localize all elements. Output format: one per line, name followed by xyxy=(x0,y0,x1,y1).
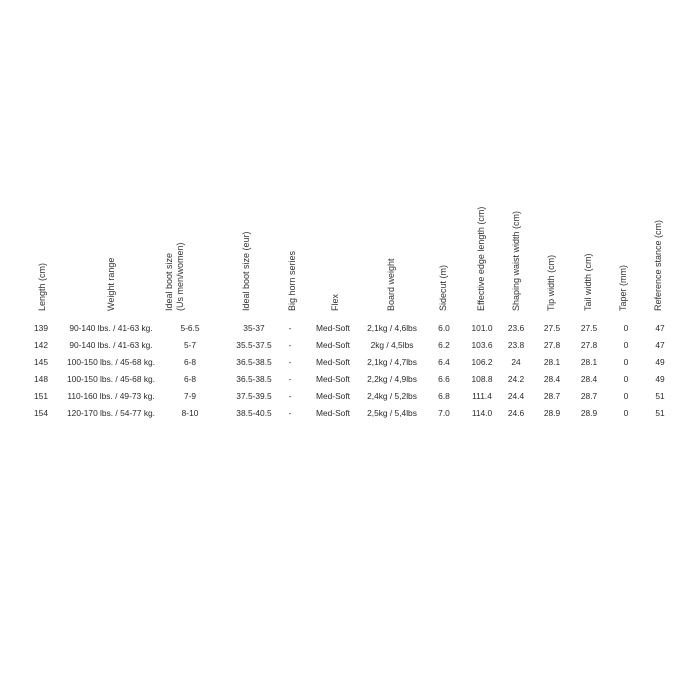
cell-taper: 0 xyxy=(623,374,629,384)
header-effective-edge-line: Effective edge length (cm) xyxy=(476,206,486,311)
cell-waist-width: 24 xyxy=(511,357,521,367)
cell-board-weight: 2,1kg / 4,7lbs xyxy=(367,357,417,367)
cell-effective-edge: 101.0 xyxy=(471,323,493,333)
cell-boot-size-eur: 36.5-38.5 xyxy=(236,357,272,367)
cell-board-weight: 2,4kg / 5,2lbs xyxy=(367,391,417,401)
cell-tip-width: 28.9 xyxy=(543,408,561,418)
cell-weight-range: 120-170 lbs. / 54-77 kg. xyxy=(67,408,155,418)
cell-sidecut: 6.4 xyxy=(438,357,450,367)
header-boot-size-us-line: Ideal boot size xyxy=(164,252,174,311)
cell-flex: Med-Soft xyxy=(316,391,350,401)
cell-reference-stance: 49 xyxy=(655,374,665,384)
header-sidecut-line: Sidecut (m) xyxy=(438,264,448,311)
cell-taper: 0 xyxy=(623,323,629,333)
cell-board-weight: 2kg / 4,5lbs xyxy=(370,340,414,350)
cell-flex: Med-Soft xyxy=(316,357,350,367)
cell-weight-range: 90-140 lbs. / 41-63 kg. xyxy=(69,323,153,333)
cell-boot-size-eur: 38.5-40.5 xyxy=(236,408,272,418)
cell-sidecut: 6.2 xyxy=(438,340,450,350)
cell-boot-size-us: 7-9 xyxy=(183,391,197,401)
cell-boot-size-us: 8-10 xyxy=(181,408,199,418)
cell-sidecut: 6.0 xyxy=(438,323,450,333)
cell-boot-size-eur: 37.5-39.5 xyxy=(236,391,272,401)
cell-length: 145 xyxy=(34,357,48,367)
table-row xyxy=(0,373,700,386)
header-length-line: Length (cm) xyxy=(37,262,47,311)
cell-effective-edge: 103.6 xyxy=(471,340,493,350)
header-weight-range-line: Weight range xyxy=(106,257,116,311)
cell-boot-size-eur: 35-37 xyxy=(243,323,265,333)
cell-tip-width: 28.7 xyxy=(543,391,561,401)
cell-taper: 0 xyxy=(623,408,629,418)
cell-big-horn-series: - xyxy=(288,391,292,401)
header-reference-stance xyxy=(653,220,664,311)
cell-flex: Med-Soft xyxy=(316,340,350,350)
header-taper-line: Taper (mm) xyxy=(618,264,628,311)
header-board-weight xyxy=(386,258,397,311)
cell-weight-range: 100-150 lbs. / 45-68 kg. xyxy=(67,357,155,367)
cell-effective-edge: 111.4 xyxy=(472,391,492,401)
header-boot-size-eur xyxy=(241,231,252,311)
cell-sidecut: 6.8 xyxy=(438,391,450,401)
cell-flex: Med-Soft xyxy=(316,323,350,333)
cell-length: 151 xyxy=(34,391,48,401)
cell-reference-stance: 47 xyxy=(655,323,665,333)
cell-big-horn-series: - xyxy=(288,408,292,418)
cell-tail-width: 27.5 xyxy=(580,323,598,333)
header-taper xyxy=(618,265,629,311)
header-waist-width xyxy=(511,211,522,311)
cell-sidecut: 6.6 xyxy=(438,374,450,384)
cell-waist-width: 24.6 xyxy=(507,408,525,418)
cell-tail-width: 28.1 xyxy=(580,357,598,367)
header-length xyxy=(37,263,48,311)
header-flex xyxy=(330,294,341,311)
cell-waist-width: 23.8 xyxy=(507,340,525,350)
cell-tail-width: 28.7 xyxy=(580,391,598,401)
header-sidecut xyxy=(438,265,449,311)
table-row xyxy=(0,322,700,335)
cell-flex: Med-Soft xyxy=(316,408,350,418)
header-tip-width xyxy=(546,255,557,311)
cell-reference-stance: 49 xyxy=(655,357,665,367)
table-row xyxy=(0,407,700,420)
cell-tip-width: 28.4 xyxy=(543,374,561,384)
header-waist-width-line: Shaping waist width (cm) xyxy=(511,210,521,311)
cell-waist-width: 23.6 xyxy=(507,323,525,333)
header-effective-edge xyxy=(476,207,487,311)
cell-flex: Med-Soft xyxy=(316,374,350,384)
header-big-horn-series xyxy=(287,251,298,311)
cell-big-horn-series: - xyxy=(288,374,292,384)
cell-length: 154 xyxy=(34,408,48,418)
header-weight-range xyxy=(106,258,117,311)
cell-taper: 0 xyxy=(623,391,629,401)
header-board-weight-line: Board weight xyxy=(386,258,396,311)
cell-boot-size-us: 6-8 xyxy=(183,374,197,384)
cell-sidecut: 7.0 xyxy=(438,408,450,418)
cell-boot-size-eur: 35.5-37.5 xyxy=(236,340,272,350)
cell-tail-width: 28.4 xyxy=(580,374,598,384)
cell-waist-width: 24.4 xyxy=(507,391,525,401)
header-big-horn-series-line: Big horn series xyxy=(287,250,297,311)
cell-reference-stance: 51 xyxy=(655,391,665,401)
cell-big-horn-series: - xyxy=(288,340,292,350)
cell-tip-width: 27.5 xyxy=(543,323,561,333)
cell-tip-width: 28.1 xyxy=(543,357,561,367)
cell-length: 148 xyxy=(34,374,48,384)
header-tail-width xyxy=(583,253,594,311)
header-reference-stance-line: Reference stance (cm) xyxy=(653,219,663,311)
cell-boot-size-eur: 36.5-38.5 xyxy=(236,374,272,384)
cell-taper: 0 xyxy=(623,357,629,367)
cell-effective-edge: 108.8 xyxy=(471,374,493,384)
cell-board-weight: 2,5kg / 5,4lbs xyxy=(367,408,417,418)
cell-big-horn-series: - xyxy=(288,357,292,367)
header-boot-size-us xyxy=(164,242,186,311)
cell-tip-width: 27.8 xyxy=(543,340,561,350)
cell-boot-size-us: 5-7 xyxy=(183,340,197,350)
header-boot-size-eur-line: Ideal boot size (eur) xyxy=(241,231,251,311)
header-tail-width-line: Tail width (cm) xyxy=(583,253,593,311)
header-flex-line: Flex xyxy=(330,293,340,311)
cell-tail-width: 27.8 xyxy=(580,340,598,350)
table-row xyxy=(0,339,700,352)
cell-boot-size-us: 5-6.5 xyxy=(180,323,200,333)
cell-length: 142 xyxy=(34,340,48,350)
cell-big-horn-series: - xyxy=(288,323,292,333)
table-row xyxy=(0,390,700,403)
cell-waist-width: 24.2 xyxy=(507,374,525,384)
cell-weight-range: 100-150 lbs. / 45-68 kg. xyxy=(67,374,155,384)
cell-effective-edge: 114.0 xyxy=(471,408,493,418)
cell-reference-stance: 51 xyxy=(655,408,665,418)
cell-taper: 0 xyxy=(623,340,629,350)
header-boot-size-us-line: (Us men/women) xyxy=(175,242,185,311)
cell-weight-range: 90-140 lbs. / 41-63 kg. xyxy=(69,340,153,350)
cell-board-weight: 2,1kg / 4,6lbs xyxy=(367,323,417,333)
cell-effective-edge: 106.2 xyxy=(471,357,493,367)
cell-weight-range: 110-160 lbs. / 49-73 kg. xyxy=(67,391,155,401)
cell-tail-width: 28.9 xyxy=(580,408,598,418)
header-tip-width-line: Tip width (cm) xyxy=(546,254,556,311)
cell-length: 139 xyxy=(34,323,48,333)
cell-board-weight: 2,2kg / 4,9lbs xyxy=(367,374,417,384)
cell-boot-size-us: 6-8 xyxy=(183,357,197,367)
cell-reference-stance: 47 xyxy=(655,340,665,350)
table-row xyxy=(0,356,700,369)
